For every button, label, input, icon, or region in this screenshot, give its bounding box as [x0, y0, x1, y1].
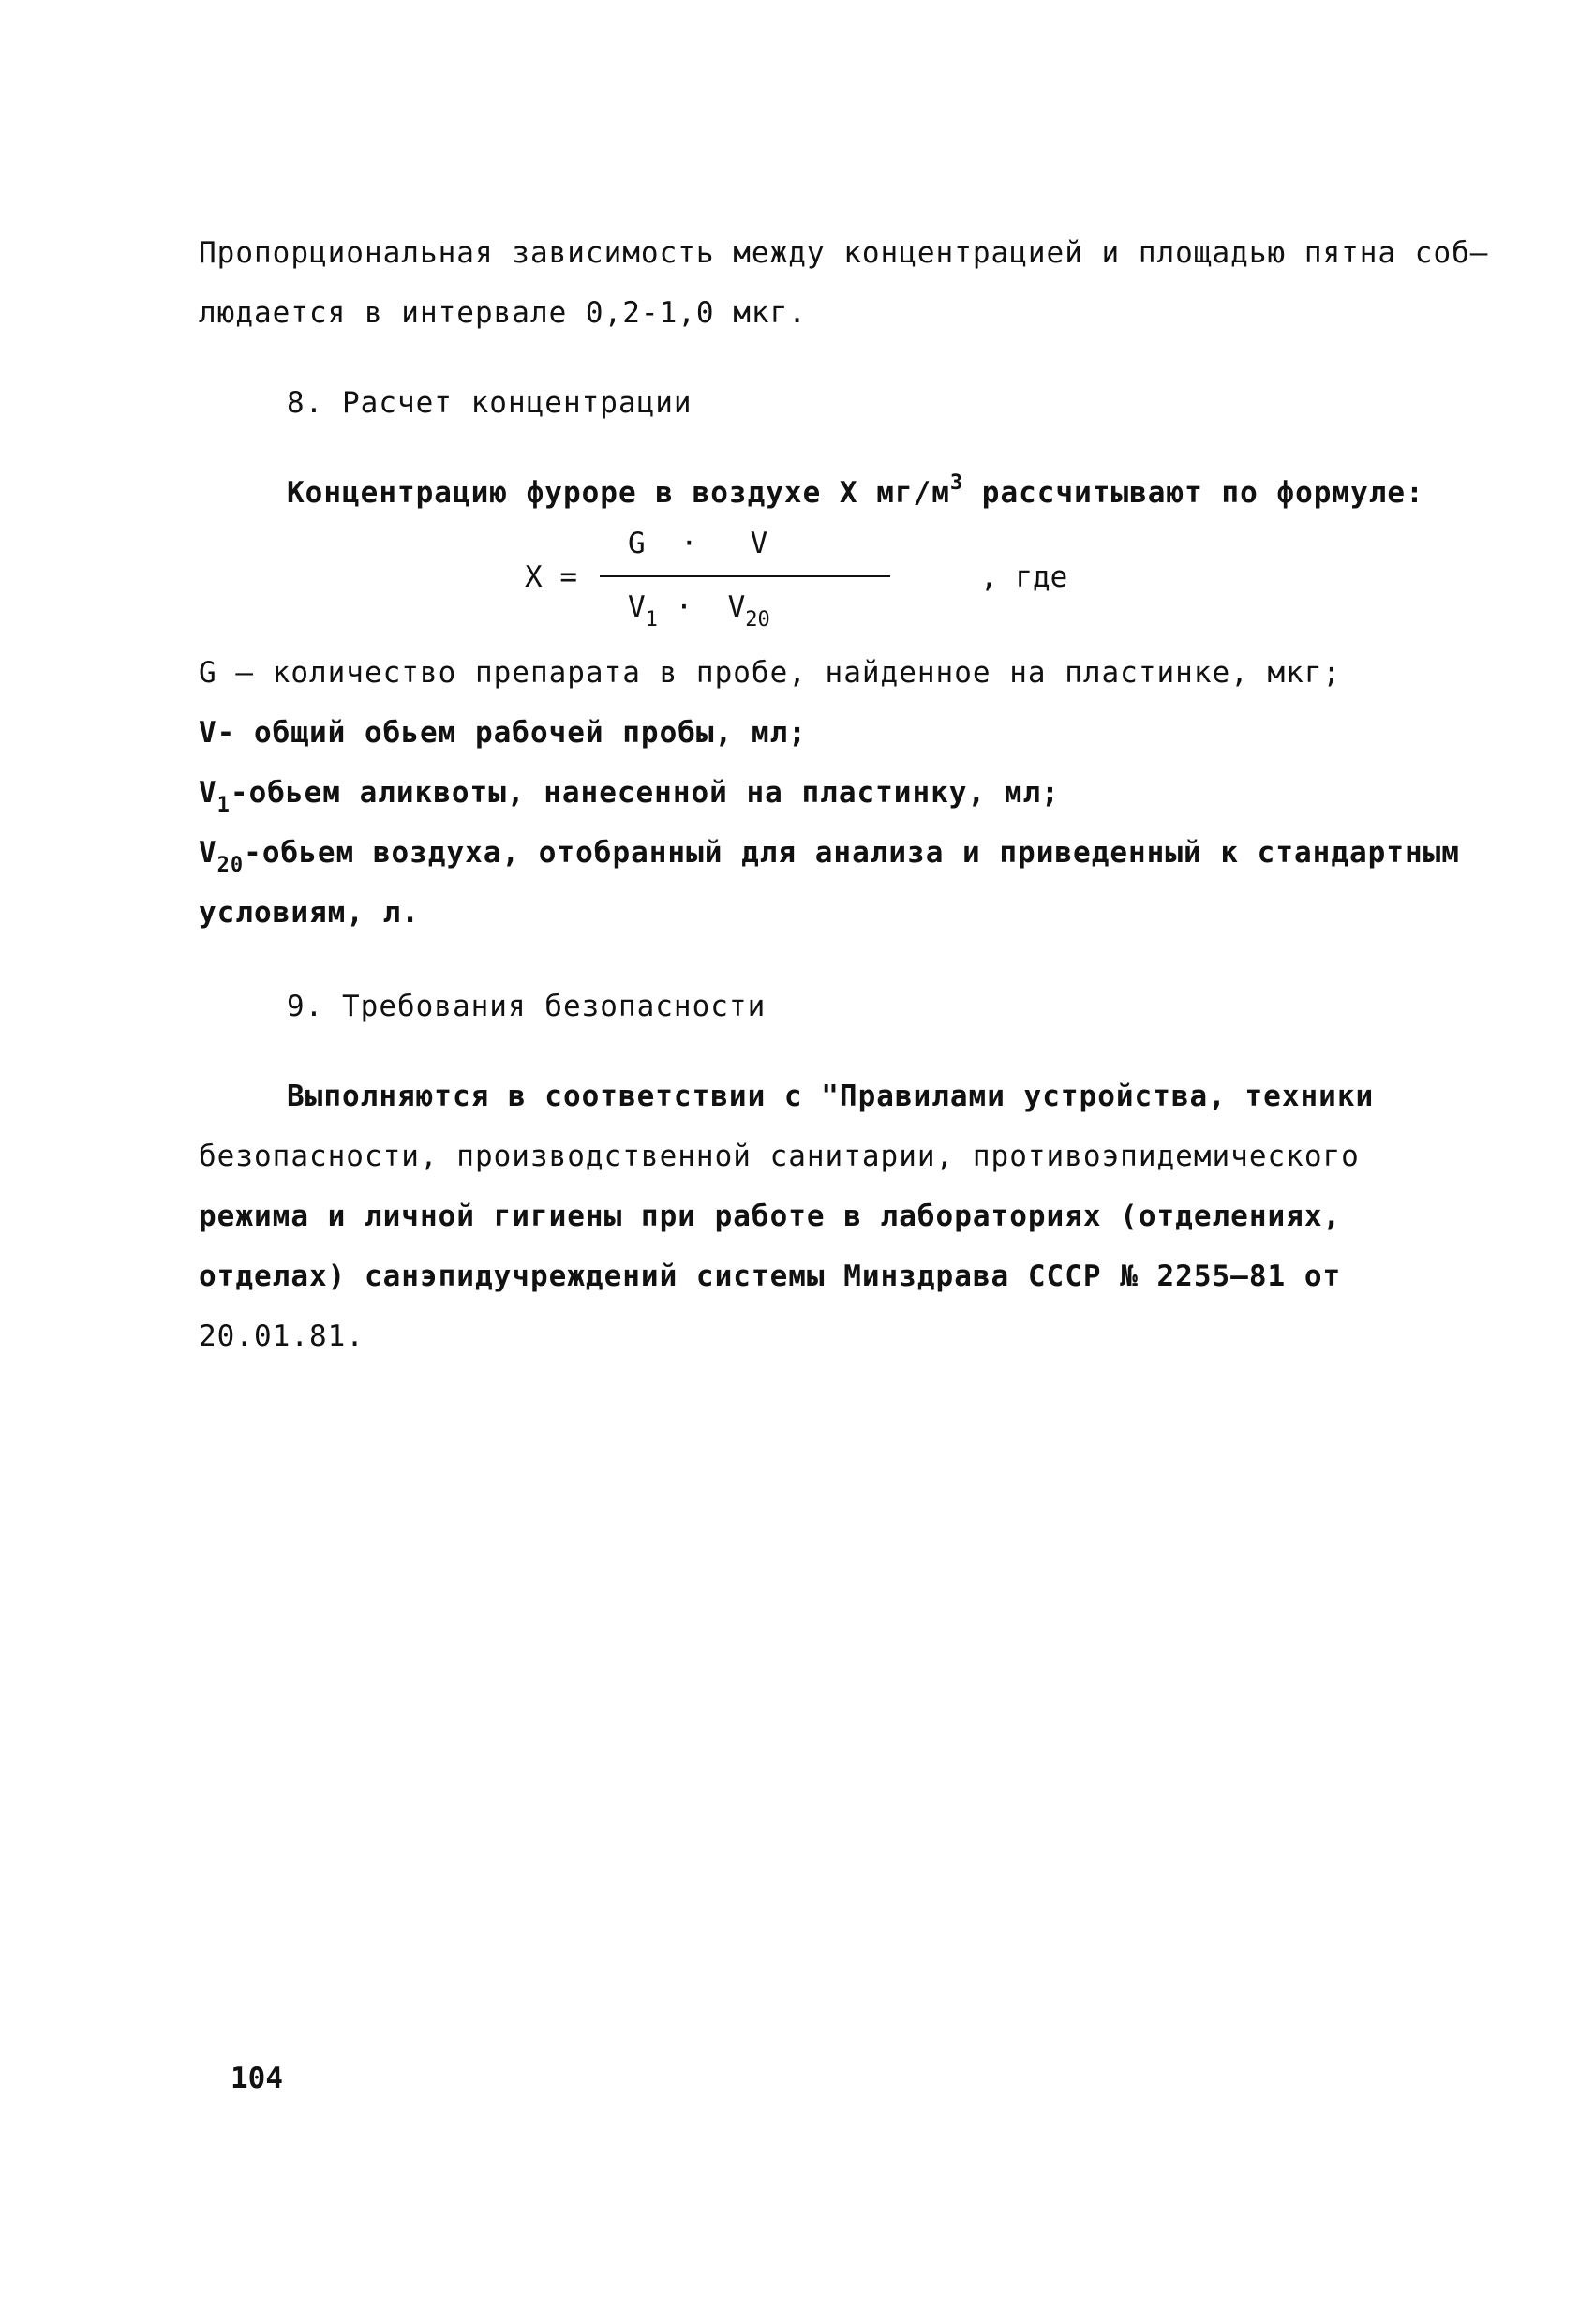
symbol-g: G [628, 527, 646, 560]
multiply-dot: · [675, 590, 693, 624]
definition-text: -обьем воздуха, отобранный для анализа и приведенный к стандартным [244, 836, 1460, 870]
symbol-v20: V [727, 590, 746, 624]
section-heading: 8. Расчет концентрации [287, 386, 693, 420]
formula-numerator [628, 525, 767, 562]
section-heading: 9. Требования безопасности [287, 990, 767, 1023]
formula-intro-text: Концентрацию фуроре в воздухе X мг/м [287, 476, 950, 510]
paragraph-line [199, 1258, 1341, 1295]
definition-g: G – количество препарата в пробе, найденное на пластинке, мкг; [199, 656, 1342, 690]
formula-denominator [628, 588, 770, 632]
paragraph-line: режима и личной гигиены при работе в лабораториях (отделениях, [199, 1199, 1342, 1233]
paragraph-line: Пропорциональная зависимость между концентрацией и площадью пятна соб– [199, 236, 1489, 270]
definition-v: V- общий обьем рабочей пробы, мл; [199, 716, 807, 750]
subscript: 1 [216, 794, 231, 817]
formula-intro-text: рассчитывают по формуле: [963, 476, 1424, 510]
paragraph-line: людается в интервале 0,2-1,0 мкг. [199, 296, 807, 330]
definition-v20-continued: условиям, л. [199, 896, 420, 930]
subscript: 20 [216, 854, 245, 877]
multiply-dot: · [680, 527, 698, 560]
definition-v1 [199, 774, 1060, 817]
symbol-v20: V [199, 836, 217, 870]
formula-intro [287, 471, 1424, 512]
definition-text: -обьем аликвоты, нанесенной на пластинку, мл; [230, 776, 1060, 810]
symbol-v: V [750, 527, 768, 560]
paragraph-line: безопасности, производственной санитарии, противоэпидемического [199, 1140, 1360, 1173]
formula-lhs: X = [525, 560, 577, 594]
subscript: 1 [645, 608, 658, 632]
paragraph-text: № 2255–81 от [1120, 1259, 1342, 1293]
symbol-v1: V [199, 776, 217, 810]
page-number: 104 [231, 2062, 283, 2095]
paragraph-line: Выполняются в соответствии с "Правилами устройства, техники [287, 1080, 1375, 1113]
paragraph-text: отделах) санэпидучреждений системы Минздрава СССР [199, 1259, 1102, 1293]
fraction-bar [600, 575, 890, 577]
subscript: 20 [745, 608, 770, 632]
symbol-v1: V [628, 590, 646, 624]
definition-v20 [199, 834, 1460, 877]
superscript: 3 [949, 471, 964, 495]
paragraph-line: 20.01.81. [199, 1319, 365, 1353]
formula-where: , где [980, 560, 1068, 594]
